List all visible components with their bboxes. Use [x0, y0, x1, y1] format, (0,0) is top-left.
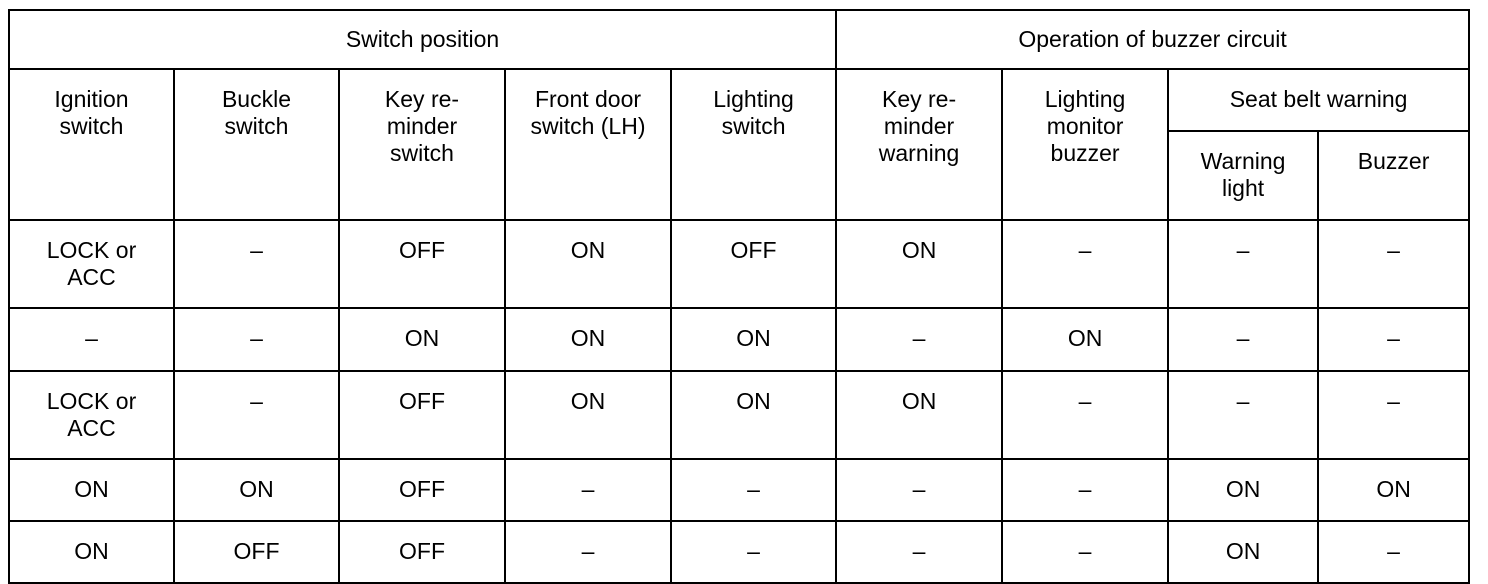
table-cell: ON: [1168, 521, 1318, 583]
table-row: [9, 371, 1469, 459]
table-cell: –: [1002, 220, 1168, 308]
table-cell: ON: [1002, 308, 1168, 371]
table-cell: ON: [9, 459, 174, 521]
table-cell: –: [1318, 308, 1469, 371]
table-cell: OFF: [339, 220, 505, 308]
switch-position-header: Switch position: [9, 10, 836, 69]
table-cell: –: [174, 308, 339, 371]
group-header-row: [9, 10, 1469, 69]
table-cell: –: [1168, 220, 1318, 308]
column-header: Ignition switch: [9, 69, 174, 220]
table-cell: ON: [9, 521, 174, 583]
table-cell: OFF: [671, 220, 836, 308]
table-cell: ON: [836, 371, 1002, 459]
operation-header: Operation of buzzer circuit: [836, 10, 1469, 69]
table-cell: –: [671, 459, 836, 521]
table-row: [9, 521, 1469, 583]
column-header: Lighting monitor buzzer: [1002, 69, 1168, 220]
table-cell: –: [836, 521, 1002, 583]
table-cell: –: [9, 308, 174, 371]
table-cell: OFF: [339, 459, 505, 521]
table-cell: OFF: [174, 521, 339, 583]
table-cell: OFF: [339, 521, 505, 583]
table-cell: –: [505, 521, 671, 583]
seat-belt-warning-header: Seat belt warning: [1168, 69, 1469, 131]
table-row: [9, 220, 1469, 308]
table-cell: –: [1168, 371, 1318, 459]
column-header-row: [9, 69, 1469, 131]
table-cell: –: [1002, 459, 1168, 521]
table-cell: ON: [671, 308, 836, 371]
table-cell: ON: [505, 308, 671, 371]
column-header: Lighting switch: [671, 69, 836, 220]
table-cell: –: [505, 459, 671, 521]
table-cell: OFF: [339, 371, 505, 459]
column-header: Front door switch (LH): [505, 69, 671, 220]
table-cell: –: [1002, 371, 1168, 459]
table-cell: ON: [505, 220, 671, 308]
table-cell: –: [836, 308, 1002, 371]
table-cell: –: [1002, 521, 1168, 583]
column-header: Buckle switch: [174, 69, 339, 220]
table-cell: –: [1318, 220, 1469, 308]
column-header: Warning light: [1168, 131, 1318, 220]
table-cell: –: [1318, 521, 1469, 583]
table-cell: ON: [339, 308, 505, 371]
table-cell: ON: [505, 371, 671, 459]
table-row: [9, 308, 1469, 371]
column-header: Buzzer: [1318, 131, 1469, 220]
table-cell: –: [1318, 371, 1469, 459]
table-cell: ON: [671, 371, 836, 459]
table-cell: –: [671, 521, 836, 583]
table-cell: ON: [1318, 459, 1469, 521]
table-cell: ON: [174, 459, 339, 521]
table-cell: ON: [836, 220, 1002, 308]
buzzer-operation-table: [8, 9, 1470, 584]
table-cell: ON: [1168, 459, 1318, 521]
table-row: [9, 459, 1469, 521]
table-cell: –: [1168, 308, 1318, 371]
table-cell: –: [836, 459, 1002, 521]
table-cell: –: [174, 220, 339, 308]
table-cell: –: [174, 371, 339, 459]
table-cell: LOCK or ACC: [9, 220, 174, 308]
column-header: Key re- minder warning: [836, 69, 1002, 220]
column-header: Key re- minder switch: [339, 69, 505, 220]
table-cell: LOCK or ACC: [9, 371, 174, 459]
